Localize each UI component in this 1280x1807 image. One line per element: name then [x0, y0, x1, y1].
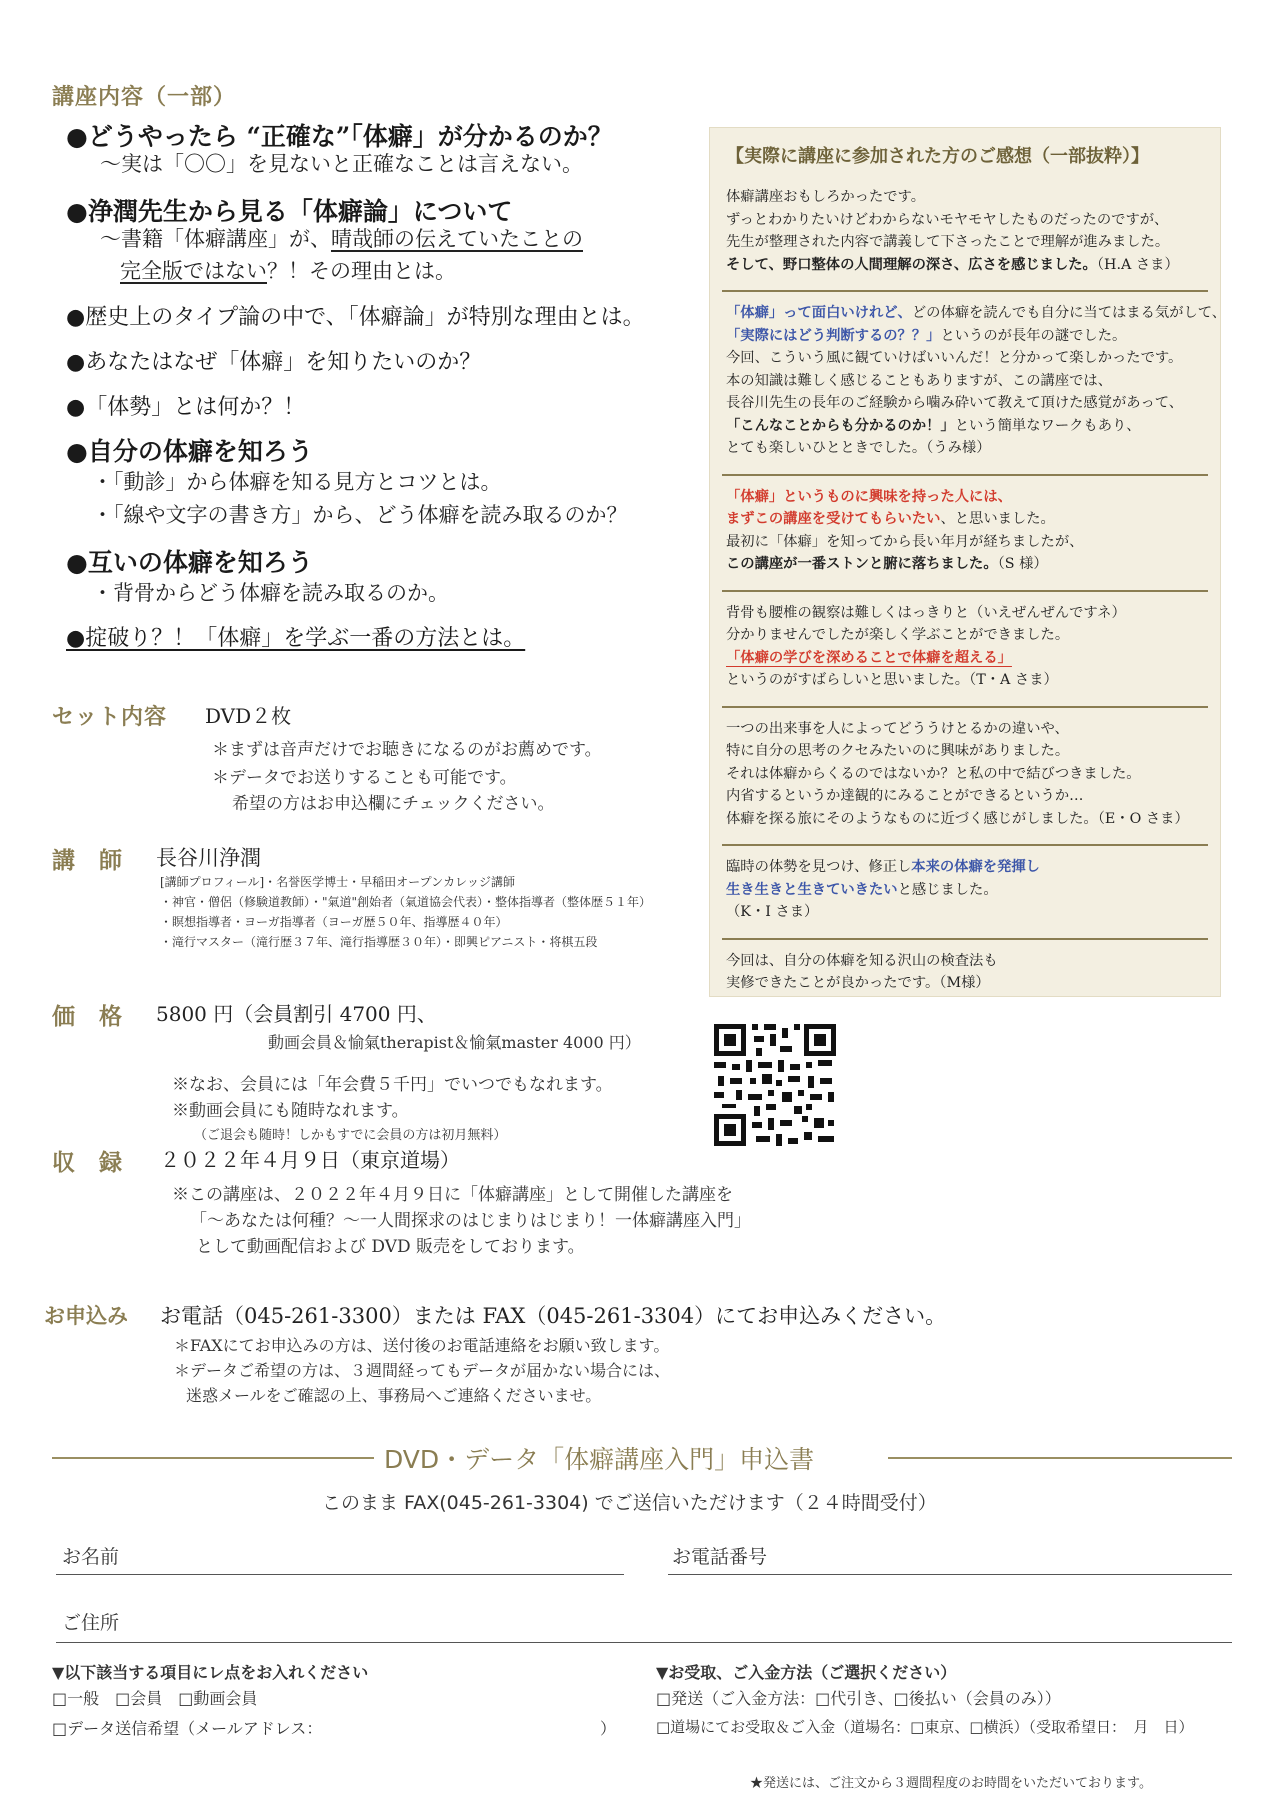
teacher-label: 講 師	[52, 847, 131, 874]
pay-option-ship[interactable]: □発送（ご入金方法：□代引き、□後払い（会員のみ））	[656, 1689, 1061, 1708]
course-item-3: ●歴史上のタイプ論の中で、「体癖論」が特別な理由とは。	[66, 305, 645, 330]
course-item-1-sub: 〜実は「〇〇」を見ないと正確なことは言えない。	[100, 152, 583, 176]
price-note-2: ※動画会員にも随時なれます。	[172, 1101, 409, 1121]
impression-5: 一つの出来事を人によってどううけとるかの違いや、 特に自分の思考のクセみたいのに興味がありました。 それは体癖からくるのではないか？と私の中で結びつきました。 内省するというか達観的にみることができるというか… 体癖を探る旅にそのようなものに近づく感じがしました。（E・O さま）	[726, 720, 1189, 827]
teacher-profile-2: ・神官・僧侶（修験道教師）・"氣道"創始者（氣道協会代表）・整体指導者（整体歴５１年）	[160, 895, 652, 909]
apply-label: お申込み	[44, 1303, 128, 1328]
teacher-name: 長谷川浄潤	[156, 846, 261, 870]
impression-3: 「体癖」というものに興味を持った人には、 まずこの講座を受けてもらいたい、と思いました。 最初に「体癖」を知ってから長い年月が経ちましたが、 この講座が一番ストンと腑に落ちました。（S 様）	[726, 488, 1084, 572]
apply-note-1: ＊FAXにてお申込みの方は、送付後のお電話連絡をお願い致します。	[174, 1336, 670, 1355]
course-item-4: ●あなたはなぜ「体癖」を知りたいのか？	[66, 350, 482, 375]
set-label: セット内容	[52, 704, 168, 730]
course-heading: 講座内容（一部）	[52, 84, 237, 110]
course-item-8: ●掟破り？！「体癖」を学ぶ一番の方法とは。	[66, 626, 526, 651]
form-subtitle: このまま FAX(045-261-3304) でご送信いただけます（２４時間受付）	[322, 1492, 937, 1514]
course-item-6: ●自分の体癖を知ろう	[66, 437, 313, 466]
form-footnote: ★発送には、ご注文から３週間程度のお時間をいただいております。	[750, 1776, 1152, 1791]
impression-6: 臨時の体勢を見つけ、修正し本来の体癖を発揮し 生き生きと生きていきたいと感じました。 （K・I さま）	[726, 859, 1040, 920]
pay-heading: ▼お受取、ご入金方法（ご選択ください）	[656, 1663, 957, 1682]
impression-7: 今回は、自分の体癖を知る沢山の検査法も 実修できたことが良かったです。（M様）	[726, 952, 998, 991]
address-field[interactable]	[56, 1642, 1232, 1643]
record-note-2: 「〜あなたは何種？〜一人間探求のはじまりはじまり！一体癖講座入門」	[190, 1211, 751, 1231]
address-label: ご住所	[62, 1612, 120, 1634]
teacher-profile-3: ・瞑想指導者・ヨーガ指導者（ヨーガ歴５０年、指導歴４０年）	[160, 915, 508, 929]
impression-divider	[722, 938, 1208, 940]
set-note-2: ＊データでお送りすることも可能です。	[212, 768, 517, 788]
price-main: 5800 円（会員割引 4700 円、	[156, 1002, 437, 1026]
form-rule-left	[52, 1457, 374, 1459]
course-item-6-sub1: ・「動診」から体癖を知る見方とコツとは。	[92, 470, 502, 494]
course-item-7: ●互いの体癖を知ろう	[66, 548, 313, 577]
qr-code	[710, 1020, 840, 1150]
teacher-profile-4: ・滝行マスター（滝行歴３７年、滝行指導歴３０年）・即興ピアニスト・将棋五段	[160, 935, 598, 949]
set-note-3: 希望の方はお申込欄にチェックください。	[232, 794, 555, 814]
impression-1: 体癖講座おもしろかったです。 ずっとわかりたいけどわからないモヤモヤしたものだったのですが、 先生が整理された内容で講義して下さったことで理解が進みました。 そして、野口整体の人間理解の深さ、広さを感じました。（H.A さま）	[726, 189, 1179, 273]
set-value: DVD２枚	[205, 704, 292, 728]
course-item-7-sub: ・背骨からどう体癖を読み取るのか。	[92, 581, 449, 605]
record-value: ２０２２年４月９日（東京道場）	[160, 1148, 460, 1172]
impression-4: 背骨も腰椎の観察は難しくはっきりと（いえぜんぜんですネ） 分かりませんでしたが楽しく学ぶことができました。 「体癖の学びを深めることで体癖を超える」 というのがすばらしいと思いました。（T・A さま）	[726, 604, 1126, 688]
impression-divider	[722, 590, 1208, 592]
teacher-profile-1: [講師プロフィール]・名誉医学博士・早稲田オープンカレッジ講師	[160, 875, 515, 889]
impression-divider	[722, 290, 1208, 292]
pay-option-dojo[interactable]: □道場にてお受取＆ご入金（道場名：□東京、□横浜）（受取希望日： 月 日）	[656, 1718, 1194, 1736]
record-note-3: として動画配信および DVD 販売をしております。	[196, 1237, 585, 1257]
course-item-6-sub2: ・「線や文字の書き方」から、どう体癖を読み取るのか？	[92, 503, 628, 527]
impression-2: 「体癖」って面白いけれど、どの体癖を読んでも自分に当てはまる気がして、 「実際にはどう判断するの？？」というのが長年の謎でした。 今回、こういう風に観ていけばいいんだ！と分かって楽しかったです。 本の知識は難しく感じることもありますが、この講座では、 長谷川先生の長年のご経験から噛み砕いて教えて頂けた感覚があって、 「こんなことからも分かるのか！」という簡単なワークもあり、 とても楽しいひとときでした。（うみ様）	[726, 305, 1227, 456]
price-line-2: 動画会員＆愉氣therapist＆愉氣master 4000 円）	[268, 1033, 641, 1052]
member-type-checkboxes[interactable]: □一般 □会員 □動画会員	[52, 1689, 258, 1708]
name-field[interactable]	[56, 1574, 624, 1575]
impression-divider	[722, 844, 1208, 846]
price-note-1: ※なお、会員には「年会費５千円」でいつでもなれます。	[172, 1075, 613, 1095]
record-note-1: ※この講座は、２０２２年４月９日に「体癖講座」として開催した講座を	[172, 1185, 733, 1205]
impression-divider	[722, 474, 1208, 476]
data-send-close: ）	[600, 1719, 617, 1738]
phone-label: お電話番号	[672, 1546, 768, 1568]
impressions-title: 【実際に講座に参加された方のご感想（一部抜粋）】	[726, 146, 1149, 167]
course-item-5: ●「体勢」とは何か？！	[66, 395, 306, 420]
course-item-2-sub2: 完全版ではない？！その理由とは。	[120, 259, 456, 283]
apply-main: お電話（045-261-3300）または FAX（045-261-3304）にてお申込みください。	[160, 1304, 947, 1328]
course-item-2-sub: 〜書籍「体癖講座」が、晴哉師の伝えていたことの	[100, 227, 583, 251]
form-title: DVD・データ「体癖講座入門」申込書	[384, 1445, 815, 1474]
name-label: お名前	[62, 1546, 120, 1568]
check-heading: ▼以下該当する項目にレ点をお入れください	[52, 1663, 369, 1682]
phone-field[interactable]	[668, 1574, 1232, 1575]
record-label: 収 録	[52, 1149, 131, 1176]
price-label: 価 格	[52, 1003, 131, 1030]
apply-note-2: ＊データご希望の方は、３週間経ってもデータが届かない場合には、	[174, 1361, 671, 1380]
apply-note-3: 迷惑メールをご確認の上、事務局へご連絡くださいませ。	[186, 1386, 602, 1405]
data-send-checkbox[interactable]: □データ送信希望（メールアドレス：	[52, 1719, 323, 1738]
impressions-panel	[710, 128, 1227, 996]
form-rule-right	[888, 1457, 1232, 1459]
price-note-3: （ご退会も随時！しかもすでに会員の方は初月無料）	[194, 1128, 507, 1143]
impression-divider	[722, 706, 1208, 708]
course-item-1: ●どうやったら “正確な”「体癖」が分かるのか？	[66, 122, 613, 151]
set-note-1: ＊まずは音声だけでお聴きになるのがお薦めです。	[212, 740, 602, 760]
course-item-2: ●浄潤先生から見る「体癖論」について	[66, 197, 513, 226]
